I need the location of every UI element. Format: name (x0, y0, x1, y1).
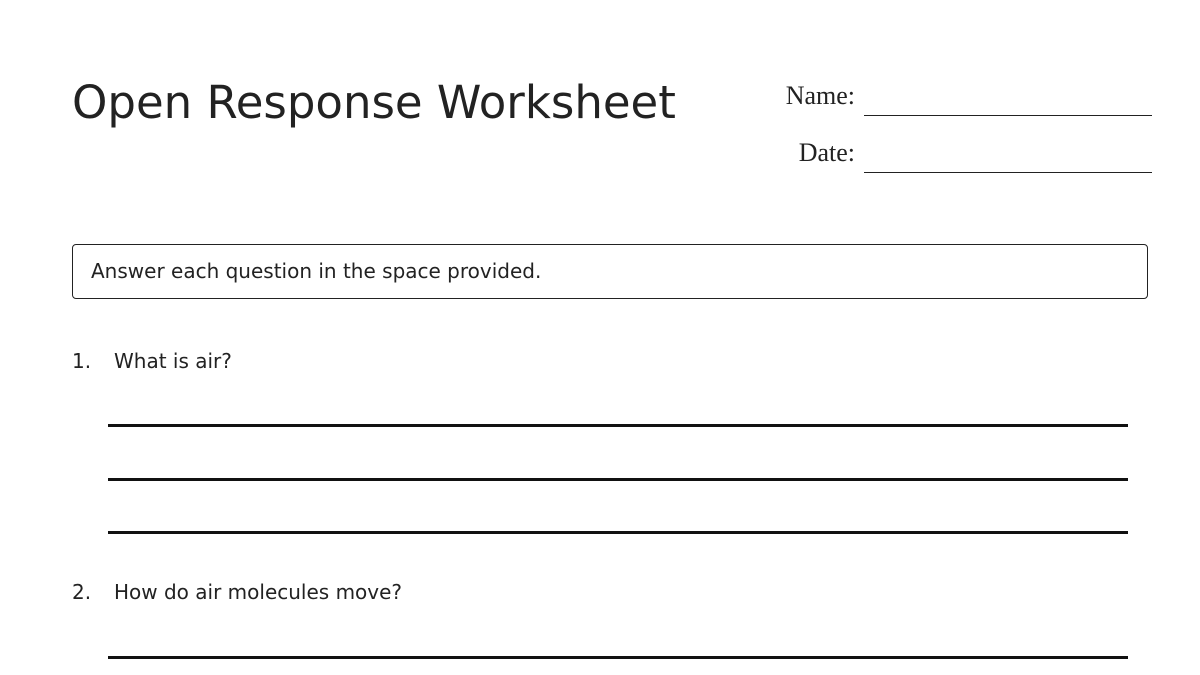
instructions-box (72, 244, 1148, 299)
page-title: Open Response Worksheet (72, 76, 676, 129)
answer-line[interactable] (108, 656, 1128, 659)
question-number: 2. (72, 580, 92, 604)
instructions-text: Answer each question in the space provided. (91, 259, 542, 283)
name-label: Name: (785, 81, 855, 110)
question-text: What is air? (114, 349, 232, 373)
date-field-line[interactable] (864, 172, 1152, 173)
question-text: How do air molecules move? (114, 580, 403, 604)
name-field-line[interactable] (864, 115, 1152, 116)
answer-line[interactable] (108, 424, 1128, 427)
question-number: 1. (72, 349, 92, 373)
date-label: Date: (798, 138, 855, 167)
answer-line[interactable] (108, 531, 1128, 534)
answer-line[interactable] (108, 478, 1128, 481)
